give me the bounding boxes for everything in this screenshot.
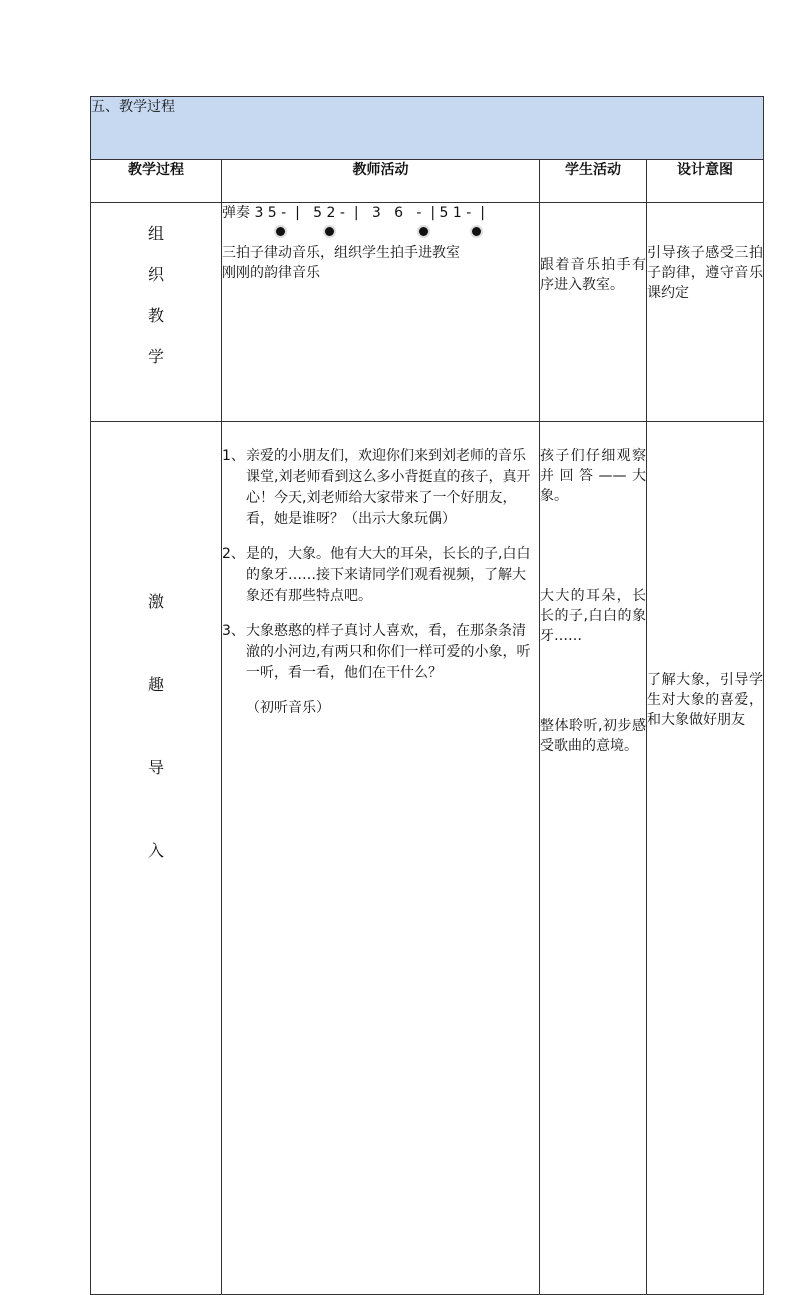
stage-char: 织: [147, 265, 164, 284]
low-octave-dot-icon: [419, 227, 428, 236]
stage-char: 趣: [147, 675, 164, 694]
teacher-activity-cell: [222, 203, 540, 422]
stage-char: 激: [147, 592, 164, 611]
student-activity-cell: 跟着音乐拍手有序进入教室。: [540, 203, 647, 422]
teacher-line: 刚刚的韵律音乐: [222, 265, 320, 281]
stage-char: 导: [147, 758, 164, 777]
section-title: 五、教学过程: [91, 97, 764, 160]
list-item: [222, 446, 539, 530]
notation-text: 弹奏 3 5 - | 5 2 - | 3 6 - | 5 1 - |: [222, 205, 485, 221]
teacher-note: （初听音乐）: [246, 700, 330, 716]
stage-char: 教: [147, 306, 164, 325]
header-design-intent: 设计意图: [647, 160, 764, 203]
student-block: 整体聆听,初步感受歌曲的意境。: [540, 718, 646, 754]
design-intent-cell: 引导孩子感受三拍子韵律，遵守音乐课约定: [647, 203, 764, 422]
item-text: 亲爱的小朋友们，欢迎你们来到刘老师的音乐课堂,刘老师看到这么多小背挺直的孩子，真开心！今天,刘老师给大家带来了一个好朋友，看，她是谁呀？（出示大象玩偶）: [246, 448, 531, 527]
stage-cell-introduction: [91, 422, 222, 1295]
stage-cell-organize: [91, 203, 222, 422]
list-item: [222, 621, 539, 684]
item-text: 是的，大象。他有大大的耳朵，长长的子,白白的象牙……接下来请同学们观看视频，了解大象还有那些特点吧。: [246, 546, 531, 604]
stage-char: 学: [147, 347, 164, 366]
header-student-activity: 学生活动: [540, 160, 647, 203]
header-teacher-activity: 教师活动: [222, 160, 540, 203]
item-number: 1、: [222, 448, 245, 464]
music-notation: [222, 203, 539, 243]
teacher-line: 三拍子律动音乐，组织学生拍手进教室: [222, 245, 460, 261]
design-intent-cell: 了解大象，引导学生对大象的喜爱，和大象做好朋友: [647, 422, 764, 1295]
item-number: 3、: [222, 623, 245, 639]
teacher-activity-cell: [222, 422, 540, 1295]
student-block: 孩子们仔细观察并回答——大象。: [540, 448, 646, 504]
student-activity-cell: [540, 422, 647, 1295]
low-octave-dot-icon: [276, 227, 285, 236]
low-octave-dot-icon: [472, 227, 481, 236]
teacher-steps-list: [222, 446, 539, 684]
teaching-process-table: [90, 96, 764, 1295]
low-octave-dot-icon: [325, 227, 334, 236]
item-number: 2、: [222, 546, 245, 562]
stage-char: 入: [147, 841, 164, 860]
stage-char: 组: [147, 224, 164, 243]
student-block: 大大的耳朵，长长的子,白白的象牙……: [540, 588, 646, 644]
list-item: [222, 544, 539, 607]
header-stage: 教学过程: [91, 160, 222, 203]
item-text: 大象憨憨的样子真讨人喜欢，看，在那条条清澈的小河边,有两只和你们一样可爱的小象，听一听，看一看，他们在干什么？: [246, 623, 531, 681]
